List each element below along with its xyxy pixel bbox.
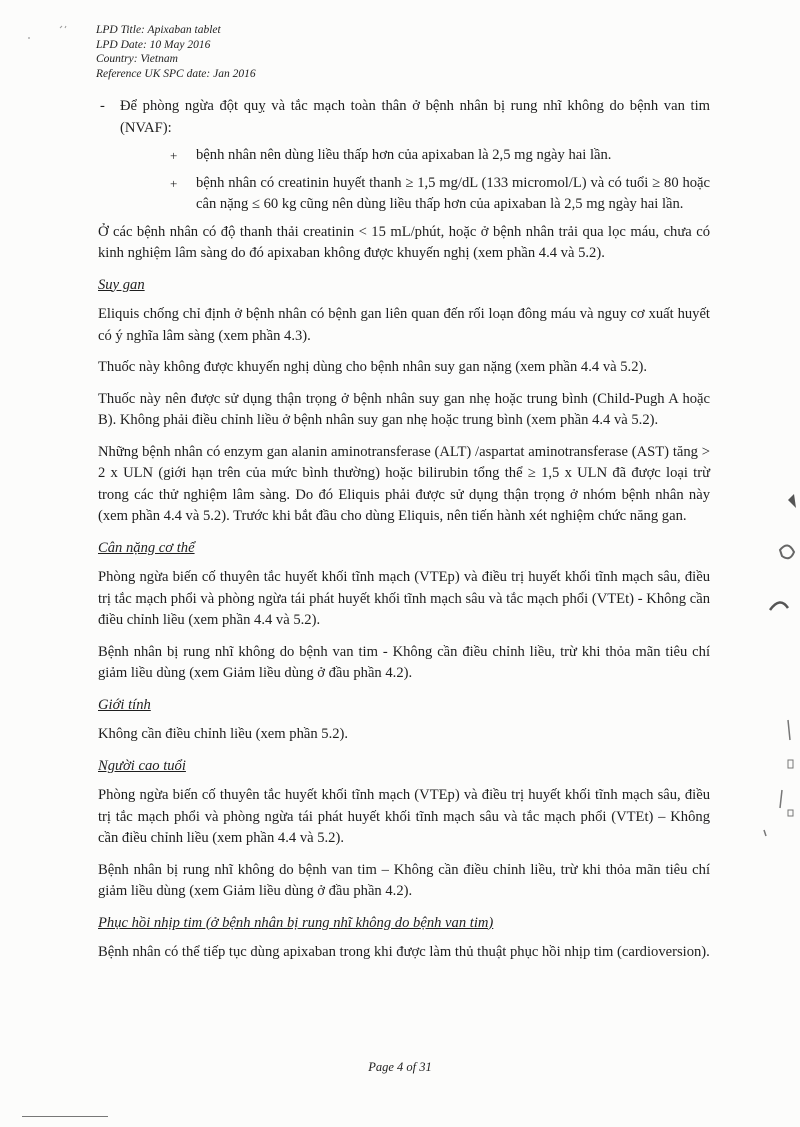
- plus-item-text: bệnh nhân có creatinin huyết thanh ≥ 1,5 mg/dL (133 micromol/L) và có tuổi ≥ 80 hoặc cân nặng ≤ 60 kg cũng nên dùng liều thấp hơn của apixaban là 2,5 mg ngày hai lần.: [196, 174, 710, 212]
- page-number: Page 4 of 31: [368, 1060, 432, 1074]
- plus-list-item: [98, 145, 710, 167]
- scan-artifact-top: [20, 20, 80, 40]
- paragraph: Không cần điều chỉnh liều (xem phần 5.2).: [98, 726, 349, 742]
- header-country: Country: Vietnam: [96, 53, 178, 65]
- paragraph: Những bệnh nhân có enzym gan alanin aminotransferase (ALT) /aspartat aminotransferase (AST) tăng > 2 x ULN (giới hạn trên của mức bình thường) hoặc bilirubin tổng thể ≥ 1,5 x ULN đã được loại trừ trong các thử nghiệm lâm sàng. Do đó Eliquis phải được sử dụng thận trọng ở nhóm bệnh nhân này (xem phần 4.4 và 5.2). Trước khi bắt đầu cho dùng Eliquis, nên tiến hành xét nghiệm chức năng gan.: [98, 443, 710, 524]
- section-title-cardioversion: Phục hồi nhịp tim (ở bệnh nhân bị rung nhĩ không do bệnh van tim): [98, 914, 494, 931]
- paragraph: Thuốc này không được khuyến nghị dùng cho bệnh nhân suy gan nặng (xem phần 4.4 và 5.2).: [98, 359, 647, 375]
- scan-artifact-edge: [758, 490, 800, 870]
- section-title-weight: Cân nặng cơ thể: [98, 539, 195, 556]
- paragraph: Eliquis chống chỉ định ở bệnh nhân có bệnh gan liên quan đến rối loạn đông máu và nguy cơ xuất huyết có ý nghĩa lâm sàng (xem phần 4.3).: [98, 306, 710, 344]
- plus-bullet: +: [170, 148, 178, 163]
- dash-item-text: Để phòng ngừa đột quỵ và tắc mạch toàn thân ở bệnh nhân bị rung nhĩ không do bệnh van tim (NVAF):: [120, 98, 710, 136]
- header-date: LPD Date: 10 May 2016: [96, 38, 211, 51]
- plus-bullet: +: [170, 175, 178, 191]
- paragraph: Bệnh nhân bị rung nhĩ không do bệnh van tim - Không cần điều chỉnh liều, trừ khi thỏa mãn tiêu chí giảm liều dùng (xem Giảm liều dùng ở đầu phần 4.2).: [98, 643, 710, 681]
- paragraph: Thuốc này nên được sử dụng thận trọng ở bệnh nhân suy gan nhẹ hoặc trung bình (Child-Pugh A hoặc B). Không phải điều chỉnh liều ở bệnh nhân suy gan nhẹ hoặc trung bình (xem phần 4.4 và 5.2).: [98, 390, 710, 428]
- document-header: [96, 23, 256, 81]
- paragraph: Phòng ngừa biến cố thuyên tắc huyết khối tĩnh mạch (VTEp) và điều trị huyết khối tĩnh mạch sâu, điều trị tắc mạch phổi và phòng ngừa tái phát huyết khối tĩnh mạch sâu và tắc mạch phổi (VTEt) - Không cần điều chỉnh liều (xem phần 4.4 và 5.2).: [98, 569, 710, 628]
- plus-item-text: bệnh nhân nên dùng liều thấp hơn của apixaban là 2,5 mg ngày hai lần.: [196, 147, 612, 163]
- paragraph: Phòng ngừa biến cố thuyên tắc huyết khối tĩnh mạch (VTEp) và điều trị huyết khối tĩnh mạch sâu, điều trị tắc mạch phổi và phòng ngừa tái phát huyết khối tĩnh mạch sâu và tắc mạch phổi (VTEt) – Không cần điều chỉnh liều (xem phần 4.4 và 5.2).: [98, 787, 710, 846]
- header-title: LPD Title: Apixaban tablet: [96, 24, 221, 36]
- dash-list-item: [98, 96, 710, 139]
- section-title-elderly: Người cao tuổi: [98, 757, 186, 774]
- header-reference: Reference UK SPC date: Jan 2016: [96, 67, 256, 80]
- renal-paragraph: Ở các bệnh nhân có độ thanh thải creatinin < 15 mL/phút, hoặc ở bệnh nhân trải qua lọc máu, chưa có kinh nghiệm lâm sàng do đó apixaban không được khuyến nghị (xem phần 4.4 và 5.2).: [98, 223, 710, 261]
- section-title-hepatic: Suy gan: [98, 276, 145, 293]
- paragraph: Bệnh nhân có thể tiếp tục dùng apixaban trong khi được làm thủ thuật phục hồi nhịp tim (cardioversion).: [98, 944, 710, 960]
- paragraph: Bệnh nhân bị rung nhĩ không do bệnh van tim – Không cần điều chỉnh liều, trừ khi thỏa mãn tiêu chí giảm liều dùng (xem Giảm liều dùng ở đầu phần 4.2).: [98, 861, 710, 899]
- bottom-divider: [22, 1116, 108, 1117]
- dash-bullet: -: [100, 98, 105, 114]
- plus-list-item: [98, 173, 710, 216]
- section-title-gender: Giới tính: [98, 696, 151, 713]
- document-body: [98, 96, 710, 974]
